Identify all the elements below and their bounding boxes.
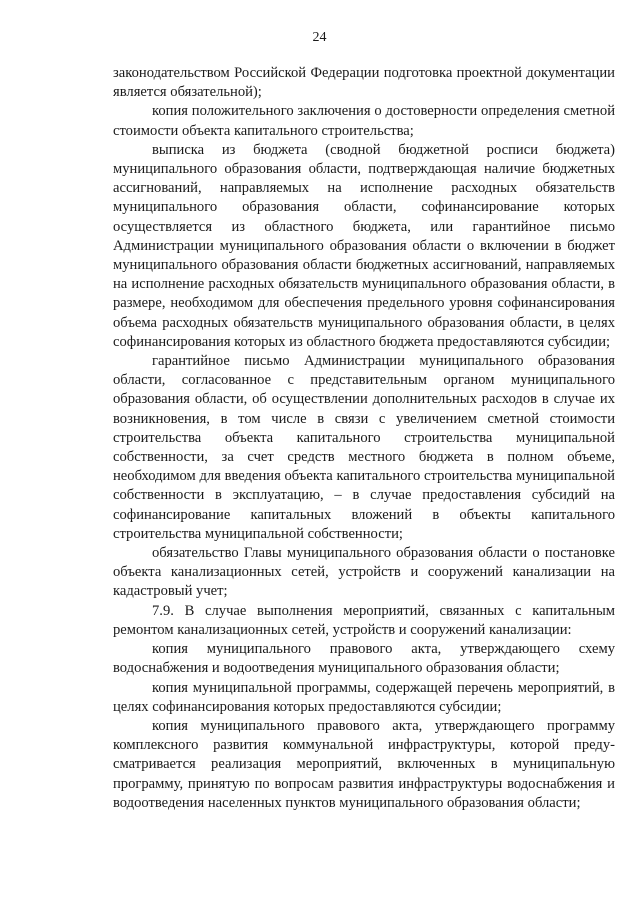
page-number: 24 — [312, 30, 327, 45]
paragraph: законодательством Российской Федерации подготовка проектной документации является обязательной); — [113, 65, 615, 101]
paragraph: копия муниципального правового акта, утверждающего программу комплексного развития коммунальной инфраструктуры, которой преду-сматривается реализация мероприятий, включенных в муниципальную программу, принятую по вопросам развития инфраструктуры водоснабжения и водоотведения населенных пунктов муниципального образования области; — [113, 717, 615, 811]
paragraph: копия муниципального правового акта, утверждающего схему водоснабжения и водоотведения муниципального образования области; — [113, 641, 615, 677]
paragraph: выписка из бюджета (сводной бюджетной росписи бюджета) муниципального образования области, подтверждающая наличие бюджетных ассигнований, направляемых на исполнение расходных обязательств муниципального образования области, софинансирование которых осуществляется из областного бюджета, или гарантийное письмо Администрации муниципального образования области о включении в бюджет муниципального образования области бюджетных ассигнований, направляемых на исполнение расходных обязательств муниципального образования области, в размере, необходимом для обеспечения предельного уровня софинансирования объема расходных обязательств муниципального образования области, в целях софинансирования которых из областного бюджета предоставляются субсидии; — [113, 141, 615, 350]
paragraph: гарантийное письмо Администрации муниципального образования области, согласованное с представительным органом муниципального образования области, об осуществлении дополнительных расходов в случае их возникновения, в том числе в связи с увеличением сметной стоимости строительства объекта капитального строительства муниципальной собственности, за счет средств местного бюджета в полном объеме, необходимом для введения объекта капитального строительства муниципальной собственности в эксплуатацию, – в случае предоставления субсидий на софинансирование капитальных вложений в объекты капитального строительства муниципальной собственности; — [113, 353, 615, 542]
document-body — [113, 64, 615, 813]
paragraph: 7.9. В случае выполнения мероприятий, связанных с капитальным ремонтом канализационных сетей, устройств и сооружений канализации: — [113, 602, 615, 638]
paragraph: копия положительного заключения о достоверности определения сметной стоимости объекта капитального строительства; — [113, 103, 615, 139]
paragraph: копия муниципальной программы, содержащей перечень мероприятий, в целях софинансирования которых предоставляются субсидии; — [113, 679, 615, 715]
paragraph: обязательство Главы муниципального образования области о постановке объекта канализационных сетей, устройств и сооружений канализации на кадастровый учет; — [113, 545, 615, 600]
